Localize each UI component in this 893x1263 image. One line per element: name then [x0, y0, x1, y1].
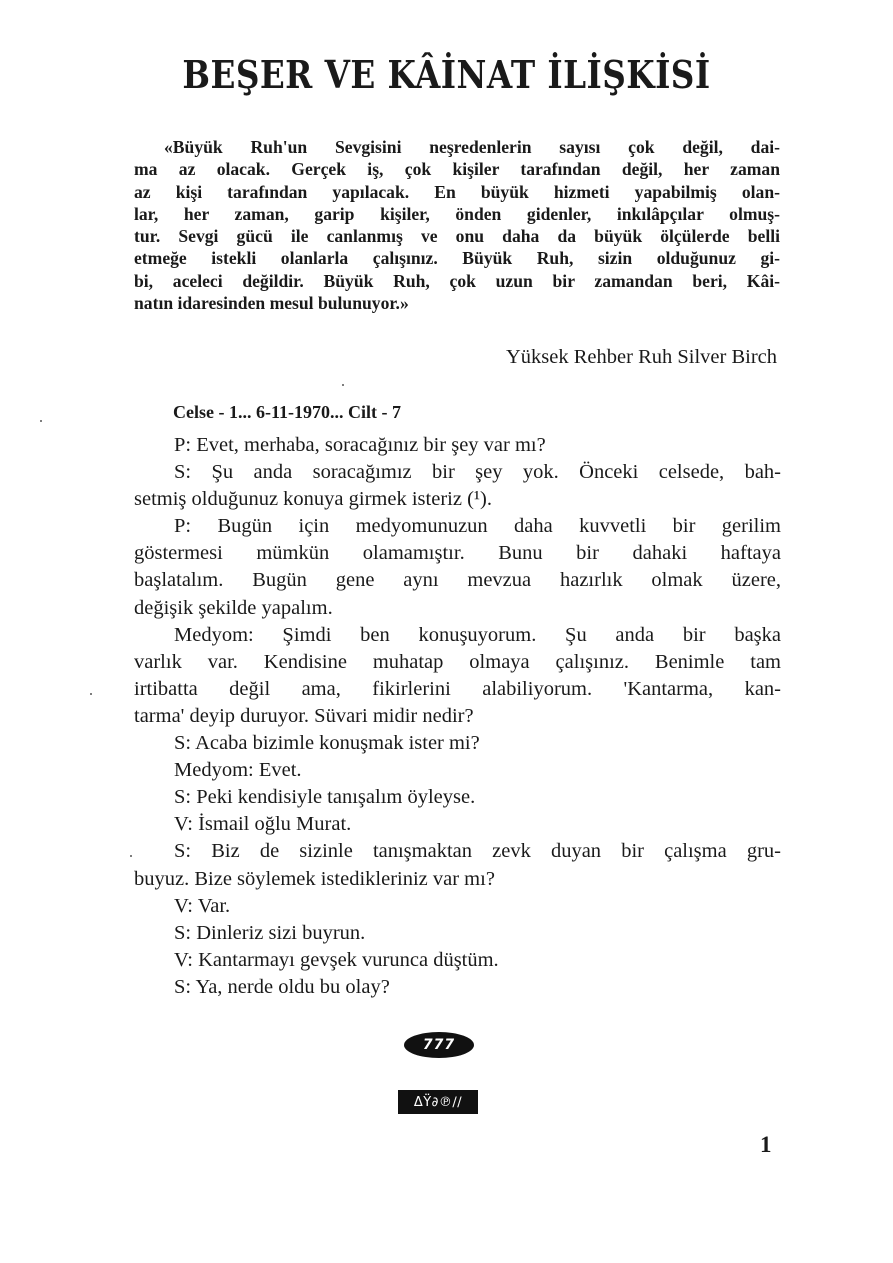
dialogue-line: V: İsmail oğlu Murat.	[174, 813, 352, 836]
publisher-stamp: ΔŸ∂℗∕∕	[398, 1090, 478, 1114]
quote-line: natın idaresinden mesul bulunuyor.»	[134, 293, 409, 314]
dialogue-line: göstermesi mümkün olamamıştır. Bunu bir dahaki haftaya	[134, 542, 781, 565]
dialogue-line: S: Biz de sizinle tanışmaktan zevk duyan bir çalışma gru-	[174, 840, 781, 863]
dialogue-line: varlık var. Kendisine muhatap olmaya çalışınız. Benimle tam	[134, 650, 781, 673]
scan-speck	[40, 420, 42, 422]
dialogue-line: Medyom: Evet.	[174, 759, 302, 782]
page-number: 1	[760, 1132, 772, 1157]
dialogue-line: S: Peki kendisiyle tanışalım öyleyse.	[174, 786, 476, 809]
dialogue-line: V: Kantarmayı gevşek vurunca düştüm.	[174, 948, 499, 971]
dialogue-line: buyuz. Bize söylemek istedikleriniz var mı?	[134, 867, 495, 890]
scan-speck	[130, 855, 132, 857]
publisher-badge: 777	[404, 1032, 474, 1058]
epigraph-quote	[134, 136, 780, 314]
dialogue-body	[134, 432, 781, 1001]
dialogue-line: tarma' deyip duruyor. Süvari midir nedir?	[134, 704, 474, 727]
dialogue-line: setmiş olduğunuz konuya girmek isteriz (¹).	[134, 488, 492, 511]
dialogue-line: S: Ya, nerde oldu bu olay?	[174, 975, 390, 998]
dialogue-line: S: Şu anda soracağımız bir şey yok. Önceki celsede, bah-	[174, 461, 781, 484]
dialogue-line: S: Dinleriz sizi buyrun.	[174, 921, 366, 944]
scan-speck	[342, 384, 344, 386]
quote-line: tur. Sevgi gücü ile canlanmış ve onu daha da büyük ölçülerde belli	[134, 226, 780, 247]
dialogue-line: Medyom: Şimdi ben konuşuyorum. Şu anda bir başka	[174, 623, 781, 646]
dialogue-line: V: Var.	[174, 894, 231, 917]
dialogue-line: değişik şekilde yapalım.	[134, 596, 333, 619]
session-heading: Celse - 1... 6-11-1970... Cilt - 7	[173, 402, 401, 422]
quote-line: «Büyük Ruh'un Sevgisini neşredenlerin sayısı çok değil, dai-	[164, 137, 780, 157]
quote-line: lar, her zaman, garip kişiler, önden gidenler, inkılâpçılar olmuş-	[134, 203, 780, 224]
dialogue-line: irtibatta değil ama, fikirlerini alabiliyorum. 'Kantarma, kan-	[134, 677, 781, 700]
dialogue-line: P: Evet, merhaba, soracağınız bir şey var mı?	[174, 434, 546, 456]
quote-line: az kişi tarafından yapılacak. En büyük hizmeti yapabilmiş olan-	[134, 181, 780, 202]
quote-line: bi, aceleci değildir. Büyük Ruh, çok uzun bir zamandan beri, Kâi-	[134, 270, 780, 291]
dialogue-line: başlatalım. Bugün gene aynı mevzua hazırlık olmak üzere,	[134, 569, 781, 592]
dialogue-line: P: Bugün için medyomunuzun daha kuvvetli bir gerilim	[174, 515, 781, 538]
scan-speck	[90, 693, 92, 695]
quote-line: ma az olacak. Gerçek iş, çok kişiler tarafından değil, her zaman	[134, 159, 780, 180]
quote-line: etmeğe istekli olanlarla çalışınız. Büyük Ruh, sizin olduğunuz gi-	[134, 248, 780, 269]
page-title: BEŞER VE KÂİNAT İLİŞKİSİ	[182, 52, 711, 97]
quote-signature: Yüksek Rehber Ruh Silver Birch	[505, 346, 777, 368]
dialogue-line: S: Acaba bizimle konuşmak ister mi?	[174, 732, 480, 755]
